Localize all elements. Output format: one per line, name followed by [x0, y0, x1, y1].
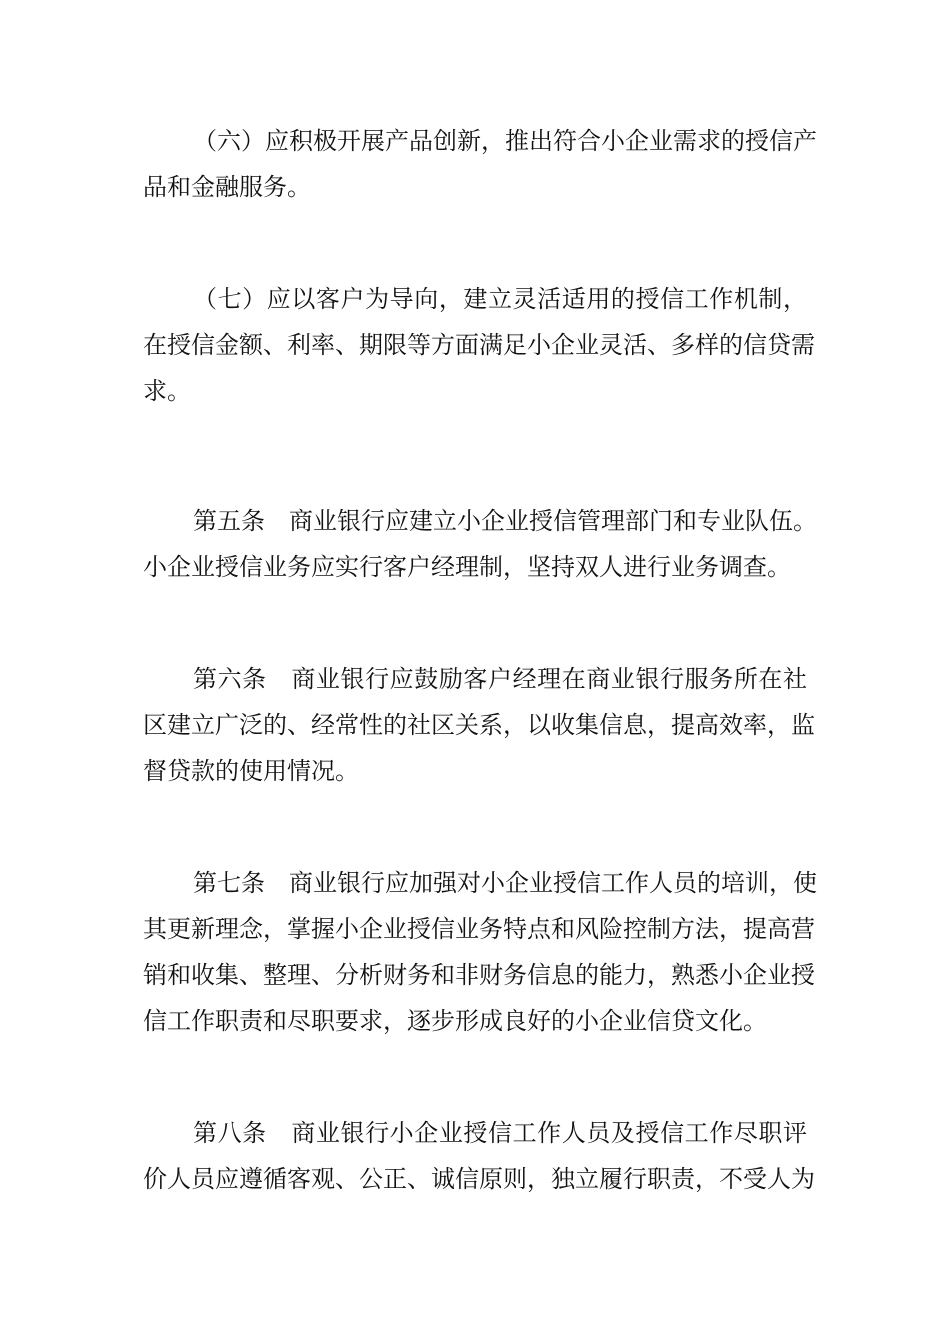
text-line: 督贷款的使用情况。 — [143, 757, 359, 785]
text-line: 价人员应遵循客观、公正、诚信原则，独立履行职责，不受人为 — [143, 1165, 815, 1193]
paragraph-article-5 — [143, 498, 817, 590]
text-line: 其更新理念，掌握小企业授信业务特点和风险控制方法，提高营 — [143, 915, 815, 943]
text-line: 小企业授信业务应实行客户经理制，坚持双人进行业务调查。 — [143, 553, 791, 581]
text-line: 第七条 商业银行应加强对小企业授信工作人员的培训，使 — [193, 869, 817, 897]
text-line: 第六条 商业银行应鼓励客户经理在商业银行服务所在社 — [193, 665, 807, 693]
paragraph-article-7 — [143, 860, 817, 1044]
paragraph-article-8 — [143, 1110, 815, 1202]
paragraph-article-6 — [143, 656, 815, 794]
paragraph-item-7 — [143, 276, 815, 414]
text-line: （六）应积极开展产品创新，推出符合小企业需求的授信产 — [193, 127, 817, 155]
text-line: 求。 — [143, 377, 191, 405]
text-line: 品和金融服务。 — [143, 173, 311, 201]
paragraph-item-6 — [143, 118, 817, 210]
text-line: 销和收集、整理、分析财务和非财务信息的能力，熟悉小企业授 — [143, 961, 815, 989]
text-line: 区建立广泛的、经常性的社区关系，以收集信息，提高效率，监 — [143, 711, 815, 739]
text-line: 第八条 商业银行小企业授信工作人员及授信工作尽职评 — [193, 1119, 807, 1147]
text-line: 第五条 商业银行应建立小企业授信管理部门和专业队伍。 — [193, 507, 817, 535]
text-line: 在授信金额、利率、期限等方面满足小企业灵活、多样的信贷需 — [143, 331, 815, 359]
text-line: 信工作职责和尽职要求，逐步形成良好的小企业信贷文化。 — [143, 1007, 767, 1035]
text-line: （七）应以客户为导向，建立灵活适用的授信工作机制， — [193, 285, 807, 313]
